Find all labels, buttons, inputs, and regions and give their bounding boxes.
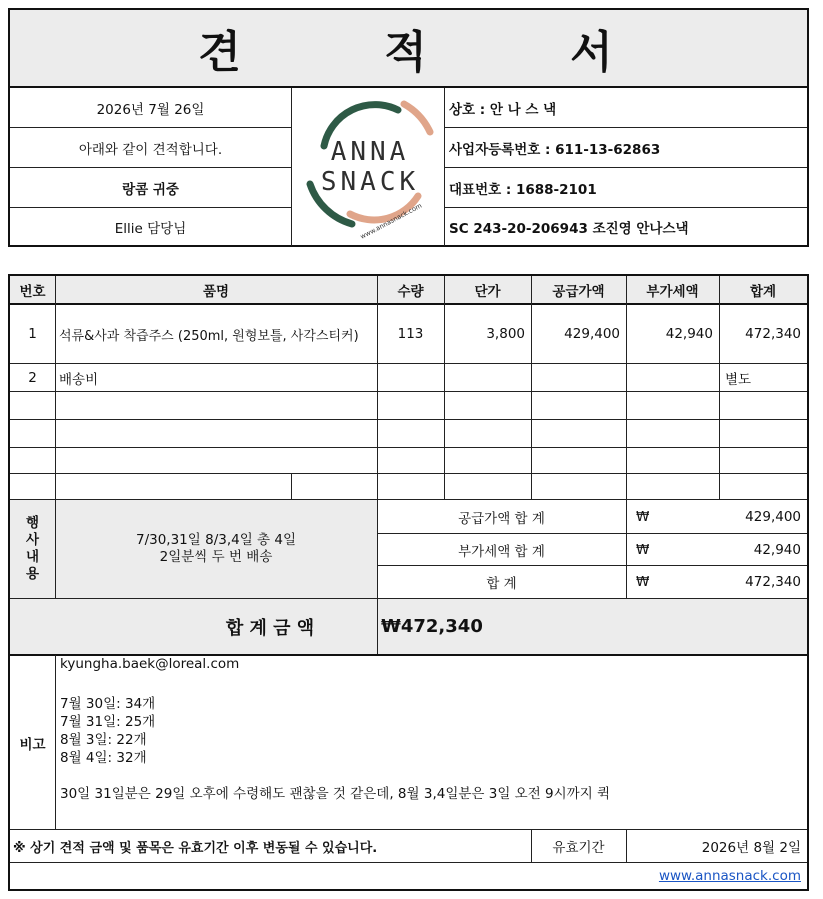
validity-date: 2026년 8월 2일 — [701, 840, 801, 856]
supply-sum-currency: ₩ — [636, 508, 650, 525]
row2-total: 별도 — [725, 371, 752, 388]
row2-no: 2 — [28, 369, 37, 386]
validity-label: 유효기간 — [552, 840, 605, 856]
col-header-item: 품명 — [202, 283, 230, 300]
event-label-char-3: 내 — [25, 549, 40, 565]
event-label-char-4: 용 — [25, 566, 40, 582]
recipient-name: 랑콤 귀중 — [122, 181, 179, 198]
supply-sum-value: 429,400 — [745, 508, 801, 525]
col-header-price: 단가 — [474, 283, 501, 300]
event-label-char-1: 행 — [25, 515, 40, 531]
grand-total-label: 합 계 금 액 — [225, 617, 315, 639]
remarks-line-1: 7월 30일: 34개 — [60, 696, 156, 712]
col-header-total: 합계 — [749, 283, 777, 300]
vat-sum-currency: ₩ — [636, 541, 650, 558]
logo-text-snack: SNACK — [320, 167, 420, 197]
recipient-contact: Ellie 담당님 — [114, 221, 187, 237]
event-line-1: 7/30,31일 8/3,4일 총 4일 — [135, 532, 297, 548]
col-header-qty: 수량 — [397, 283, 424, 300]
event-content — [55, 500, 377, 598]
remarks-line-2: 7월 31일: 25개 — [60, 714, 156, 730]
total-sum-currency: ₩ — [636, 574, 650, 590]
col-header-vat: 부가세액 — [646, 283, 699, 300]
row1-no: 1 — [28, 326, 37, 342]
event-label — [10, 500, 55, 598]
logo-text-anna: ANNA — [330, 137, 410, 167]
logo-url: www.annasnack.com — [358, 201, 424, 241]
remarks-line-4: 8월 4일: 32개 — [60, 750, 147, 766]
remarks-label: 비고 — [19, 736, 46, 753]
row1-item-name: 석류&사과 착즙주스 (250ml, 원형보틀, 사각스티커) — [59, 328, 359, 344]
row1-total: 472,340 — [745, 326, 801, 342]
page-title: 견 적 서 — [198, 27, 677, 78]
company-name: 상호 : 안 나 스 낵 — [449, 101, 557, 118]
row1-qty: 113 — [397, 326, 424, 342]
col-header-no: 번호 — [19, 283, 46, 300]
remarks-email: kyungha.baek@loreal.com — [60, 656, 240, 672]
vat-sum-value: 42,940 — [753, 541, 801, 558]
anna-snack-logo — [300, 92, 440, 242]
row1-supply: 429,400 — [564, 326, 620, 342]
phone-number: 대표번호 : 1688-2101 — [449, 181, 597, 198]
col-header-supply: 공급가액 — [552, 283, 605, 300]
remarks-note: 30일 31일분은 29일 오후에 수령해도 괜찮을 것 같은데, 8월 3,4일분은 3일 오전 9시까지 퀵 — [60, 786, 611, 802]
grand-total-value: ₩472,340 — [381, 616, 483, 637]
total-sum-label: 합 계 — [486, 576, 517, 592]
event-line-2: 2일분씩 두 번 배송 — [159, 549, 273, 565]
row2-item-name: 배송비 — [59, 371, 99, 388]
row1-vat: 42,940 — [665, 326, 713, 342]
row1-price: 3,800 — [486, 326, 525, 342]
sc-info: SC 243-20-206943 조진영 안나스낵 — [449, 221, 689, 237]
total-sum-value: 472,340 — [745, 574, 801, 590]
quote-date: 2026년 7월 26일 — [96, 101, 205, 118]
validity-notice: ※ 상기 견적 금액 및 품목은 유효기간 이후 변동될 수 있습니다. — [13, 840, 378, 856]
quote-intro: 아래와 같이 견적합니다. — [78, 141, 223, 158]
logo-graphic — [300, 92, 440, 242]
business-number: 사업자등록번호 : 611-13-62863 — [449, 141, 661, 158]
event-label-char-2: 사 — [25, 532, 40, 548]
remarks-line-3: 8월 3일: 22개 — [60, 732, 147, 748]
website-link[interactable]: www.annasnack.com — [658, 868, 801, 884]
supply-sum-label: 공급가액 합 계 — [458, 510, 545, 527]
vat-sum-label: 부가세액 합 계 — [458, 543, 545, 560]
